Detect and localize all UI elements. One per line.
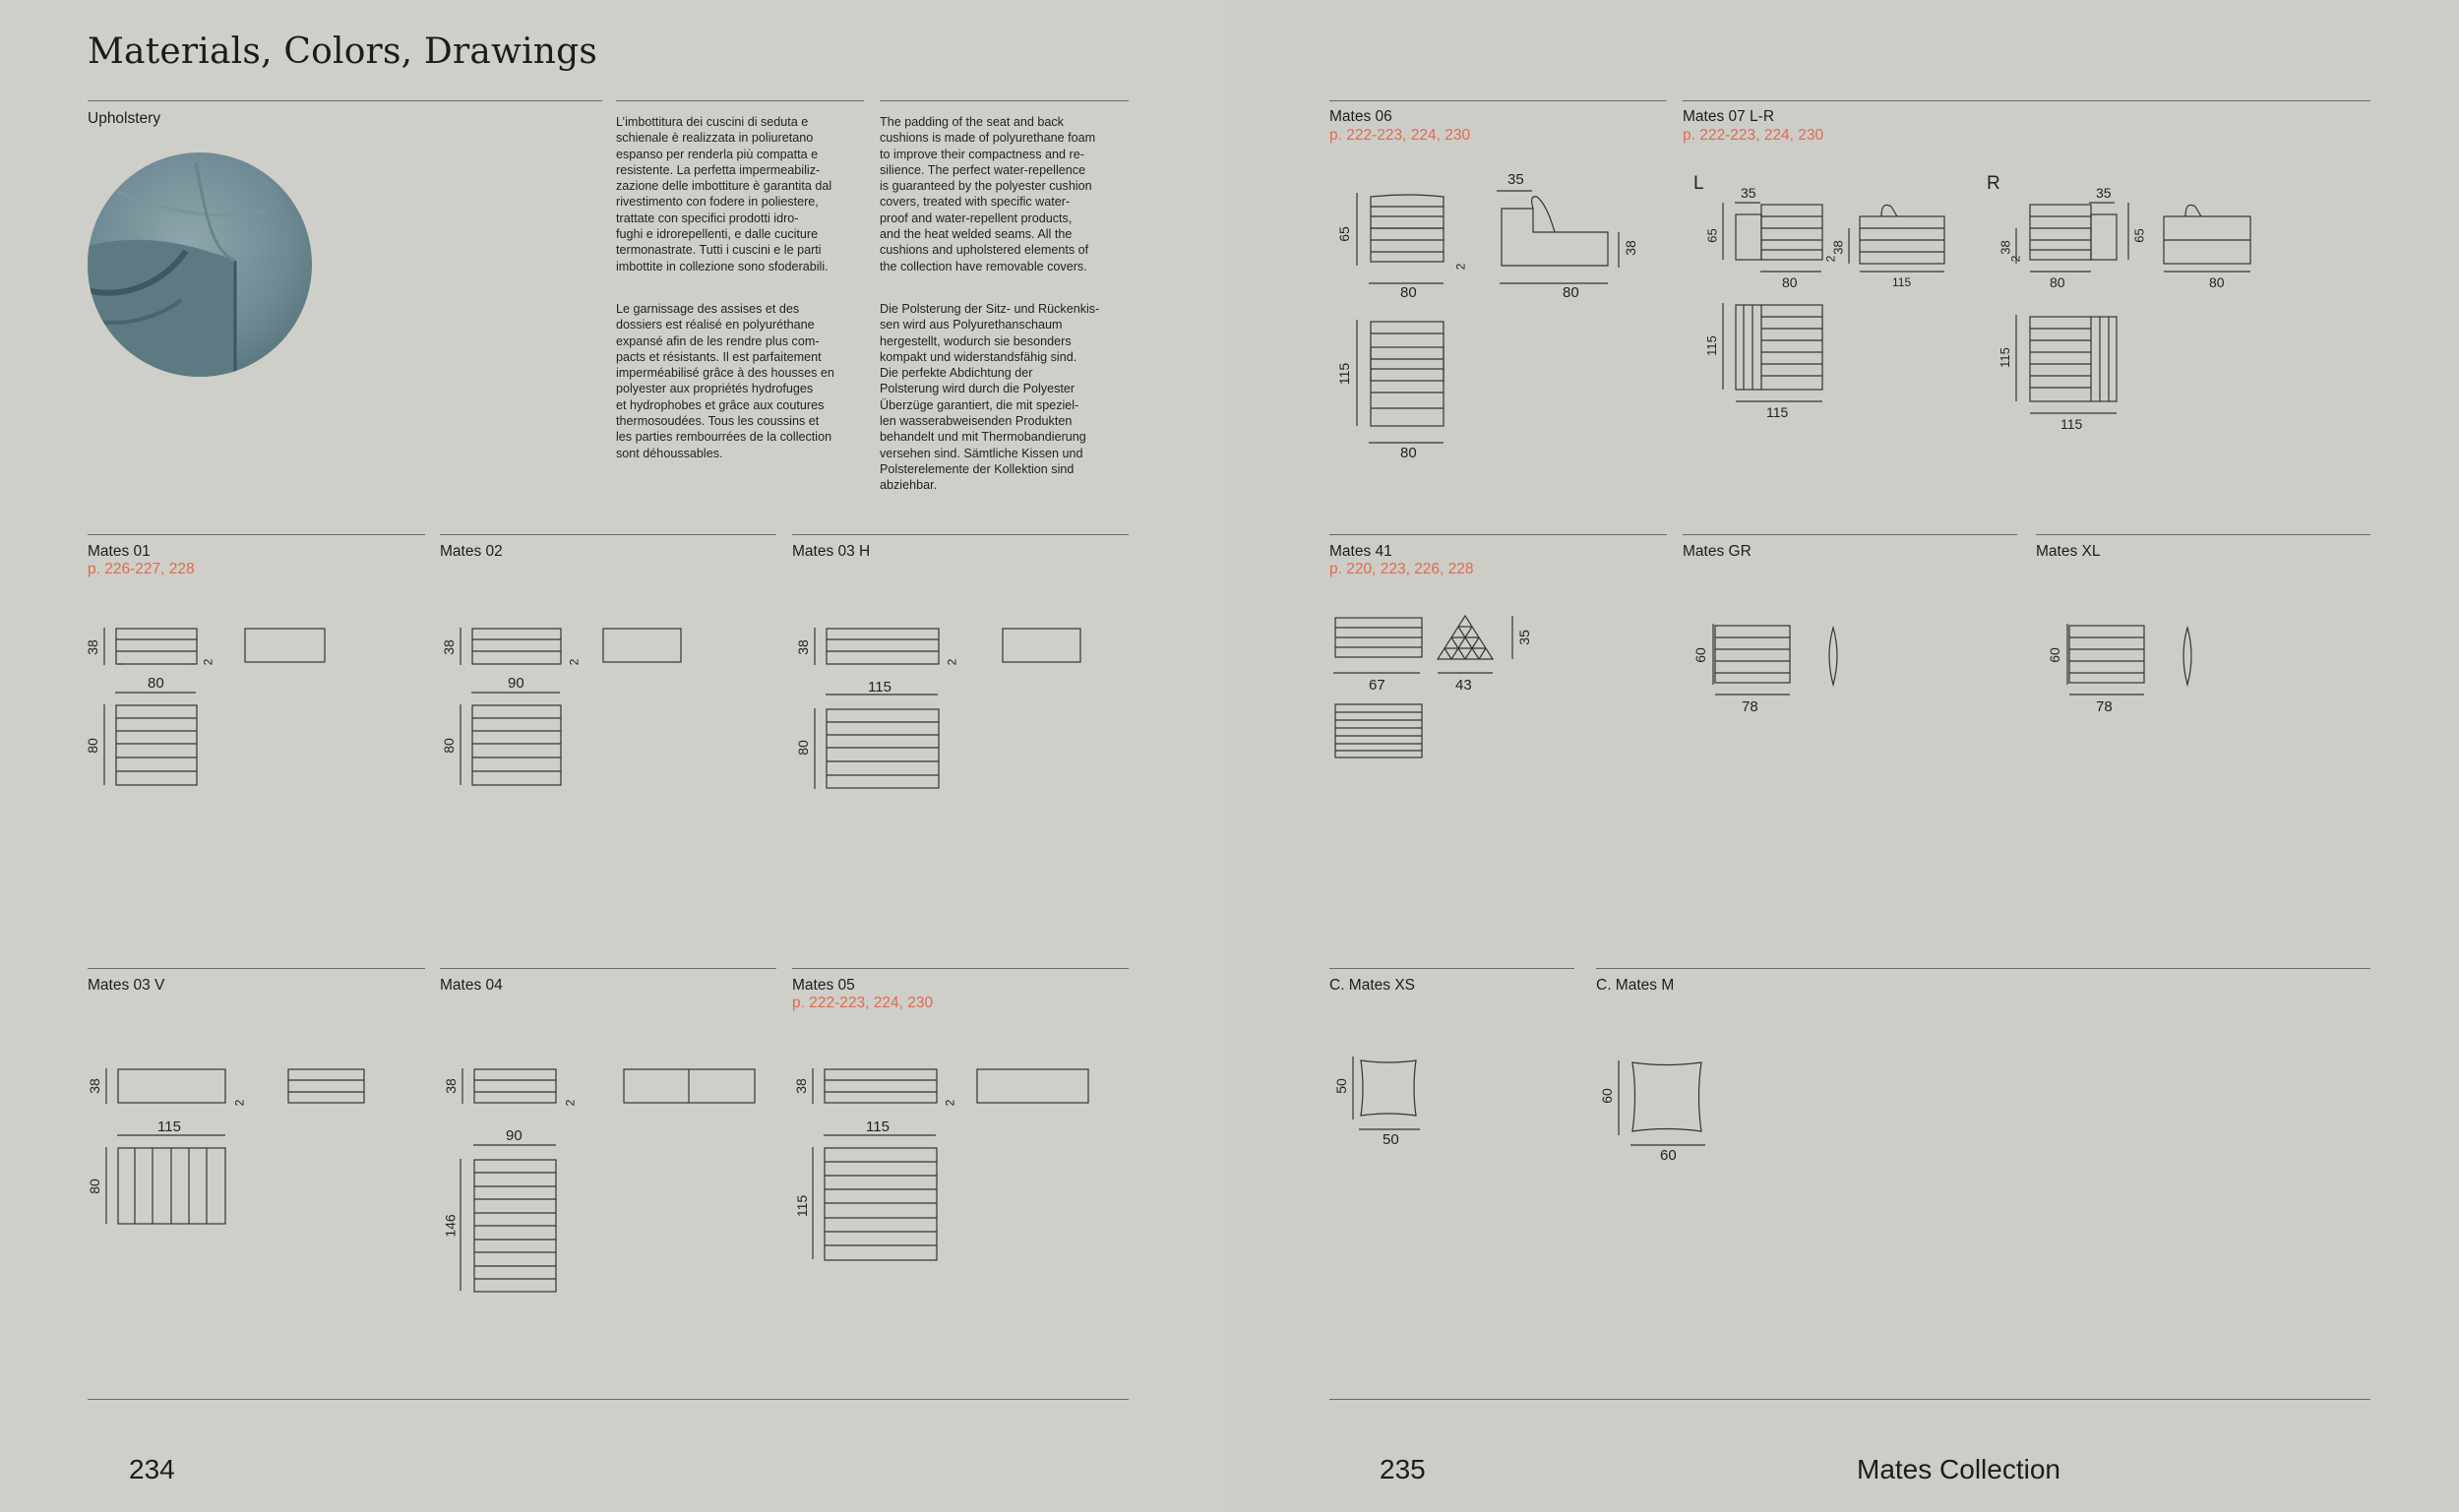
depth-dimension: 80 <box>794 740 811 756</box>
height-dimension: 65 <box>1704 228 1720 243</box>
gap-dimension: 2 <box>563 1099 578 1107</box>
height-dimension: 38 <box>440 639 457 655</box>
gap-dimension: 2 <box>2008 255 2023 263</box>
side-view-drawing <box>1002 628 1082 667</box>
depth-width-dimension: 80 <box>1400 445 1417 461</box>
dimension-line <box>1355 193 1359 266</box>
text-italian: L’imbottitura dei cuscini di seduta e schienale è realizzata in poliuretano espanso per renderla più compatta e resistente. La perfetta impermeabiliz- zazione delle imbottiture è garantita dal rivestimento con fodere in poliestere, trattate con specifici prodotti idro- fughi e idrorepellenti, e dalle cuciture termonastrate. Tutti i cuscini e le parti imbottite in collezione sono sfoderabili. <box>616 115 832 273</box>
width-dimension: 80 <box>2050 274 2065 290</box>
page-reference: p. 220, 223, 226, 228 <box>1329 561 1474 577</box>
rule <box>88 968 425 969</box>
dimension-line <box>811 1147 815 1259</box>
side-view-drawing <box>976 1068 1090 1108</box>
dimension-line <box>1721 203 1725 260</box>
dimension-line <box>1860 270 1946 273</box>
seat-dimension: 38 <box>1998 240 2013 255</box>
side-view-drawing <box>2180 626 2195 687</box>
depth-dimension: 80 <box>84 738 100 754</box>
top-view-drawing <box>1369 320 1447 430</box>
dimension-line <box>1847 228 1851 264</box>
width-dimension: 80 <box>148 675 164 692</box>
depth-dimension: 146 <box>442 1214 459 1238</box>
top-view-drawing <box>117 1147 227 1226</box>
width-dimension: 78 <box>2096 698 2113 715</box>
front-view-drawing <box>826 628 940 667</box>
gap-dimension: 2 <box>943 1099 957 1107</box>
upholstery-label: Upholstery <box>88 110 161 127</box>
dimension-line <box>1438 671 1495 675</box>
product-name: Mates 07 L-R <box>1683 108 1775 125</box>
depth-dimension: 80 <box>86 1179 102 1194</box>
height-dimension: 38 <box>794 639 811 655</box>
side-view-drawing <box>1825 626 1841 687</box>
dimension-line <box>1617 232 1621 268</box>
left-variant-tag: L <box>1693 173 1704 194</box>
depth-dimension: 80 <box>440 738 457 754</box>
right-variant-tag: R <box>1987 173 2000 194</box>
front-view-drawing <box>471 628 562 667</box>
top-view-drawing <box>471 704 562 787</box>
depth-dimension: 115 <box>1703 335 1719 356</box>
product-name: Mates 41 <box>1329 543 1392 560</box>
seat-dimension: 38 <box>1622 240 1638 256</box>
front-view-drawing <box>2067 624 2146 687</box>
front-view-drawing <box>1333 616 1426 659</box>
height-dimension: 38 <box>84 639 100 655</box>
top-view-drawing <box>824 1147 938 1261</box>
right-page <box>1229 0 2459 1512</box>
dimension-line <box>1500 281 1612 285</box>
product-name: Mates 05 <box>792 977 855 994</box>
page-reference: p. 222-223, 224, 230 <box>1329 127 1471 144</box>
seat-dimension: 38 <box>1830 240 1846 255</box>
upholstery-fabric-photo <box>88 152 312 377</box>
top-view-drawing <box>826 708 940 791</box>
dimension-line <box>459 704 462 785</box>
left-page <box>0 0 1229 1512</box>
width-dimension: 90 <box>508 675 524 692</box>
footer-rule <box>88 1399 1129 1400</box>
dimension-line <box>811 1068 815 1104</box>
rule <box>88 534 425 535</box>
right-top-view-drawing <box>2028 315 2119 403</box>
text-german: Die Polsterung der Sitz- und Rückenkis- sen wird aus Polyurethanschaum hergestellt, wodurch sie besonders kompakt und widerstandsfähig sind. Die perfekte Abdichtung der Polsterung wird durch die Polyester Überzüge garantiert, die mit speziel- len wasserabweisenden Produkten behandelt und mit Thermobandierung versehen sind. Sämtliche Kissen und Polsterelemente der Kollektion sind abziehbar. <box>880 302 1100 493</box>
height-dimension: 60 <box>2046 647 2062 663</box>
rule <box>1329 968 1574 969</box>
height-dimension: 50 <box>1332 1078 1349 1094</box>
rule <box>880 100 1129 101</box>
right-side-view-drawing <box>2162 201 2252 266</box>
product-name: Mates GR <box>1683 543 1752 560</box>
dimension-line <box>1497 189 1536 193</box>
width-dimension: 67 <box>1369 677 1385 694</box>
width-dimension: 115 <box>866 1119 890 1135</box>
depth-dimension: 115 <box>1336 362 1353 386</box>
product-name: Mates 03 H <box>792 543 871 560</box>
rule <box>2036 534 2370 535</box>
side-view-drawing <box>244 628 325 667</box>
rule <box>792 534 1129 535</box>
rule <box>440 968 776 969</box>
page-reference: p. 226-227, 228 <box>88 561 195 577</box>
product-name: Mates 04 <box>440 977 503 994</box>
height-dimension: 35 <box>1515 630 1532 645</box>
front-view-drawing <box>1369 193 1447 268</box>
product-name: C. Mates XS <box>1329 977 1415 994</box>
page-reference: p. 222-223, 224, 230 <box>792 995 934 1011</box>
side-view-drawing <box>1500 195 1612 270</box>
product-name: C. Mates M <box>1596 977 1675 994</box>
product-name: Mates 01 <box>88 543 151 560</box>
product-name: Mates 02 <box>440 543 503 560</box>
page-number: 235 <box>1380 1454 1426 1484</box>
side-width-dimension: 80 <box>2209 274 2225 290</box>
width-dimension: 115 <box>868 679 891 696</box>
dimension-line <box>1355 320 1359 426</box>
width-dimension: 80 <box>1400 284 1417 301</box>
collection-name: Mates Collection <box>1857 1454 2060 1484</box>
top-view-drawing <box>1333 702 1426 759</box>
left-front-view-drawing <box>1734 203 1824 264</box>
page-reference: p. 222-223, 224, 230 <box>1683 127 1824 144</box>
side-width-dimension: 80 <box>1563 284 1579 301</box>
height-dimension: 65 <box>2131 228 2147 243</box>
triangle-dimension: 43 <box>1455 677 1472 694</box>
product-name: Mates 03 V <box>88 977 165 994</box>
rule <box>792 968 1129 969</box>
height-dimension: 60 <box>1691 647 1708 663</box>
dimension-line <box>1333 671 1424 675</box>
depth-width-dimension: 115 <box>1766 404 1789 420</box>
height-dimension: 65 <box>1335 226 1352 242</box>
product-name: Mates 06 <box>1329 108 1392 125</box>
product-name: Mates XL <box>2036 543 2101 560</box>
rule <box>88 100 602 101</box>
height-dimension: 60 <box>1598 1088 1615 1104</box>
height-dimension: 38 <box>442 1078 459 1094</box>
triangle-view-drawing <box>1436 614 1499 663</box>
page-number: 234 <box>129 1454 175 1484</box>
footer-rule <box>1329 1399 2370 1400</box>
left-top-view-drawing <box>1734 303 1824 392</box>
side-view-drawing <box>623 1068 757 1108</box>
rule <box>1596 968 2370 969</box>
dimension-line <box>461 1068 464 1104</box>
dimension-line <box>104 1147 108 1224</box>
back-dimension: 35 <box>2096 185 2112 201</box>
height-dimension: 38 <box>792 1078 809 1094</box>
rule <box>1329 534 1667 535</box>
dimension-line <box>2164 270 2252 273</box>
dimension-line <box>1760 270 1825 273</box>
dimension-line <box>2126 203 2130 260</box>
depth-dimension: 115 <box>1997 347 2012 368</box>
dimension-line <box>2030 411 2119 415</box>
top-view-drawing <box>473 1159 558 1293</box>
back-dimension: 35 <box>1507 171 1524 188</box>
page-title: Materials, Colors, Drawings <box>88 31 598 72</box>
right-front-view-drawing <box>2028 203 2119 264</box>
dimension-line <box>459 628 462 665</box>
dimension-line <box>813 628 817 665</box>
rule <box>1683 534 2017 535</box>
width-dimension: 80 <box>1782 274 1798 290</box>
dimension-line <box>102 704 106 785</box>
rule <box>1329 100 1667 101</box>
dimension-line <box>1617 1060 1621 1135</box>
gap-dimension: 2 <box>567 658 582 666</box>
width-dimension: 50 <box>1383 1131 1399 1148</box>
depth-dimension: 115 <box>794 1194 811 1218</box>
width-dimension: 115 <box>157 1119 181 1135</box>
front-view-drawing <box>1713 624 1792 687</box>
front-view-drawing <box>824 1068 938 1108</box>
front-view-drawing <box>117 1068 227 1108</box>
width-dimension: 78 <box>1742 698 1758 715</box>
dimension-line <box>459 1159 462 1291</box>
side-view-drawing <box>602 628 683 667</box>
dimension-line <box>813 708 817 789</box>
height-dimension: 38 <box>86 1078 102 1094</box>
dimension-line <box>1715 693 1792 696</box>
front-view-drawing <box>115 628 194 667</box>
rule <box>616 100 864 101</box>
gap-dimension: 2 <box>201 658 215 666</box>
side-width-dimension: 115 <box>1892 275 1912 289</box>
front-view-drawing <box>1357 1057 1422 1121</box>
back-dimension: 35 <box>1741 185 1756 201</box>
text-french: Le garnissage des assises et des dossiers est réalisé en polyuréthane expansé afin de les rendre plus com- pacts et résistants. Il est parfaitement imperméabilisé grâce à des housses en polyester aux propriétés hydrofuges et hydrophobes et grâce aux coutures thermosoudées. Tous les coussins et les parties rembourrées de la collection sont déhoussables. <box>616 302 834 460</box>
top-view-drawing <box>115 704 198 787</box>
width-dimension: 60 <box>1660 1147 1677 1164</box>
gap-dimension: 2 <box>945 658 959 666</box>
rule <box>1683 100 2370 101</box>
dimension-line <box>1736 399 1824 403</box>
dimension-line <box>2069 693 2146 696</box>
dimension-line <box>1721 303 1725 390</box>
dimension-line <box>2030 270 2095 273</box>
dimension-line <box>1351 1057 1355 1119</box>
width-dimension: 90 <box>506 1127 523 1144</box>
dimension-line <box>1510 616 1514 659</box>
front-view-drawing <box>473 1068 558 1108</box>
depth-width-dimension: 115 <box>2060 416 2083 432</box>
gap-dimension: 2 <box>232 1099 247 1107</box>
rule <box>440 534 776 535</box>
gap-dimension: 2 <box>1823 255 1838 263</box>
dimension-line <box>2014 315 2018 401</box>
side-view-drawing <box>287 1068 366 1108</box>
gap-dimension: 2 <box>1453 263 1468 271</box>
front-view-drawing <box>1629 1058 1707 1137</box>
text-english: The padding of the seat and back cushions is made of polyurethane foam to improve their compactness and re- silience. The perfect water-repellence is guaranteed by the polyester cushion covers, treated with specific water- proof and water-repellent products, and the heat welded seams. All the cushions and upholstered elements of the collection have removable covers. <box>880 115 1096 273</box>
left-side-view-drawing <box>1858 201 1948 266</box>
dimension-line <box>104 1068 108 1104</box>
dimension-line <box>102 628 106 665</box>
